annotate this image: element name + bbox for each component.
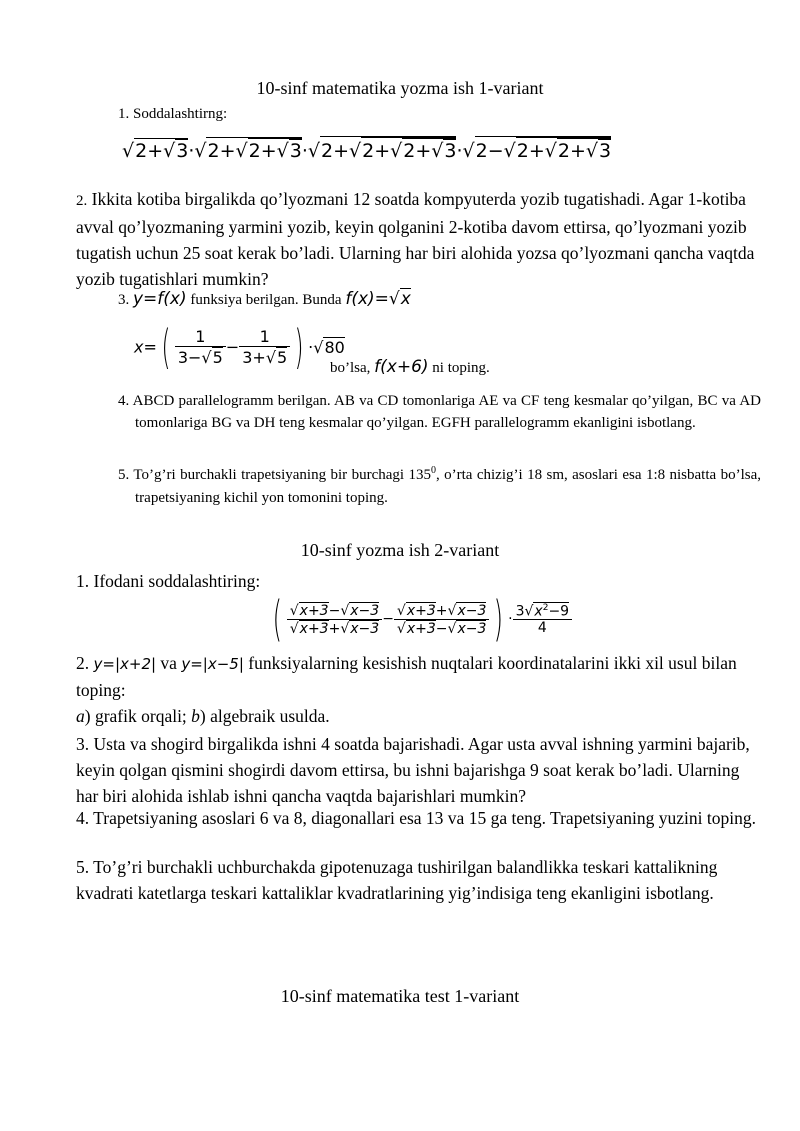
variant2-title: 10-sinf yozma ish 2-variant <box>300 540 500 560</box>
v1-problem3-x-definition: x=( $\frac{1}{3-√5}$ − $\frac{1}{3+√5}$ ) ·√80 <box>134 320 345 374</box>
v1-problem1-label: 1. Soddalashtirng: <box>118 106 228 122</box>
v1-problem2: 2. Ikkita kotiba birgalikda qo’lyozmani 12 soatda kompyuterda yozib tugatishadi. Agar 1-kotiba avval qo’lyozmaning yarmini yozib, keyin qolganini 2-kotiba davom ettirsa, qo’lyozmani yozib tugatish uchun 25 soat kerak bo’ladi. Ularning har biri alohida yozsa qo’lyozmani qancha vaqtda yozib tugatishlari mumkin? <box>76 189 755 289</box>
v2-problem1-label: 1. Ifodani soddalashtiring: <box>76 571 261 591</box>
test-title: 10-sinf matematika test 1-variant <box>280 986 520 1006</box>
v1-p3-function: y=f(x) <box>133 289 187 309</box>
v1-problem3-line1: 3. y=f(x) funksiya berilgan. Bunda f(x)=√x <box>118 289 411 309</box>
v1-problem4: 4. ABCD parallelogramm berilgan. AB va CD tomonlariga AE va CF teng kesmalar qo’yilgan, BC va AD tomonlariga BG va DH teng kesmalar qo’yilgan. EGFH parallelogramm ekanligini isbotlang. <box>118 393 761 431</box>
v1-problem3-line3: bo’lsa, f(x+6) ni toping. <box>330 357 490 377</box>
v1-problem5: 5. To’g’ri burchakli trapetsiyaning bir burchagi $135^0$, o’rta chizig’i 18 sm, asoslari esa 1:8 nisbatta bo’lsa, trapetsiyaning kichil yon tomonini toping. <box>118 465 761 506</box>
v2-problem4: 4. Trapetsiyaning asoslari 6 va 8, diagonallari esa 13 va 15 ga teng. Trapetsiyaning yuzini toping. <box>76 808 756 828</box>
v2-problem2: 2. y=|x+2| va y=|x−5| funksiyalarning kesishish nuqtalari koordinatalarini ikki xil usul bilan toping: <box>76 653 737 700</box>
v2-problem3: 3. Usta va shogird birgalikda ishni 4 soatda bajarishadi. Agar usta avval ishning yarmini bajarib, keyin qolgan qismini shogirdi davom ettirsa, bu ishni bajarishga 9 soat kerak bo’ladi. Ularning har biri alohida ishlab ishni qancha vaqtda bajarishlari mumkin? <box>76 734 750 806</box>
v2-problem2-parts: a) grafik orqali; b) algebraik usulda. <box>76 706 330 726</box>
v2-problem5: 5. To’g’ri burchakli uchburchakda gipotenuzaga tushirilgan balandlikka teskari kattalikning kvadrati katetlarga teskari kattaliklar kvadratlarining yig’indisiga teng ekanligini isbotlang. <box>76 857 718 903</box>
variant1-title: 10-sinf matematika yozma ish 1-variant <box>256 78 544 98</box>
v1-problem1-expression: √2+√3·√2+√2+√3·√2+√2+√2+√3·√2−√2+√2+√3 <box>122 136 611 162</box>
v2-problem1-expression: ( $\frac{√x+3-√x-3}{√x+3+√x-3}$ − $\frac{√x+3+√x-3}{√x+3-√x-3}$ ) · $\frac{3√x^2-9}{4}$ <box>268 596 572 642</box>
